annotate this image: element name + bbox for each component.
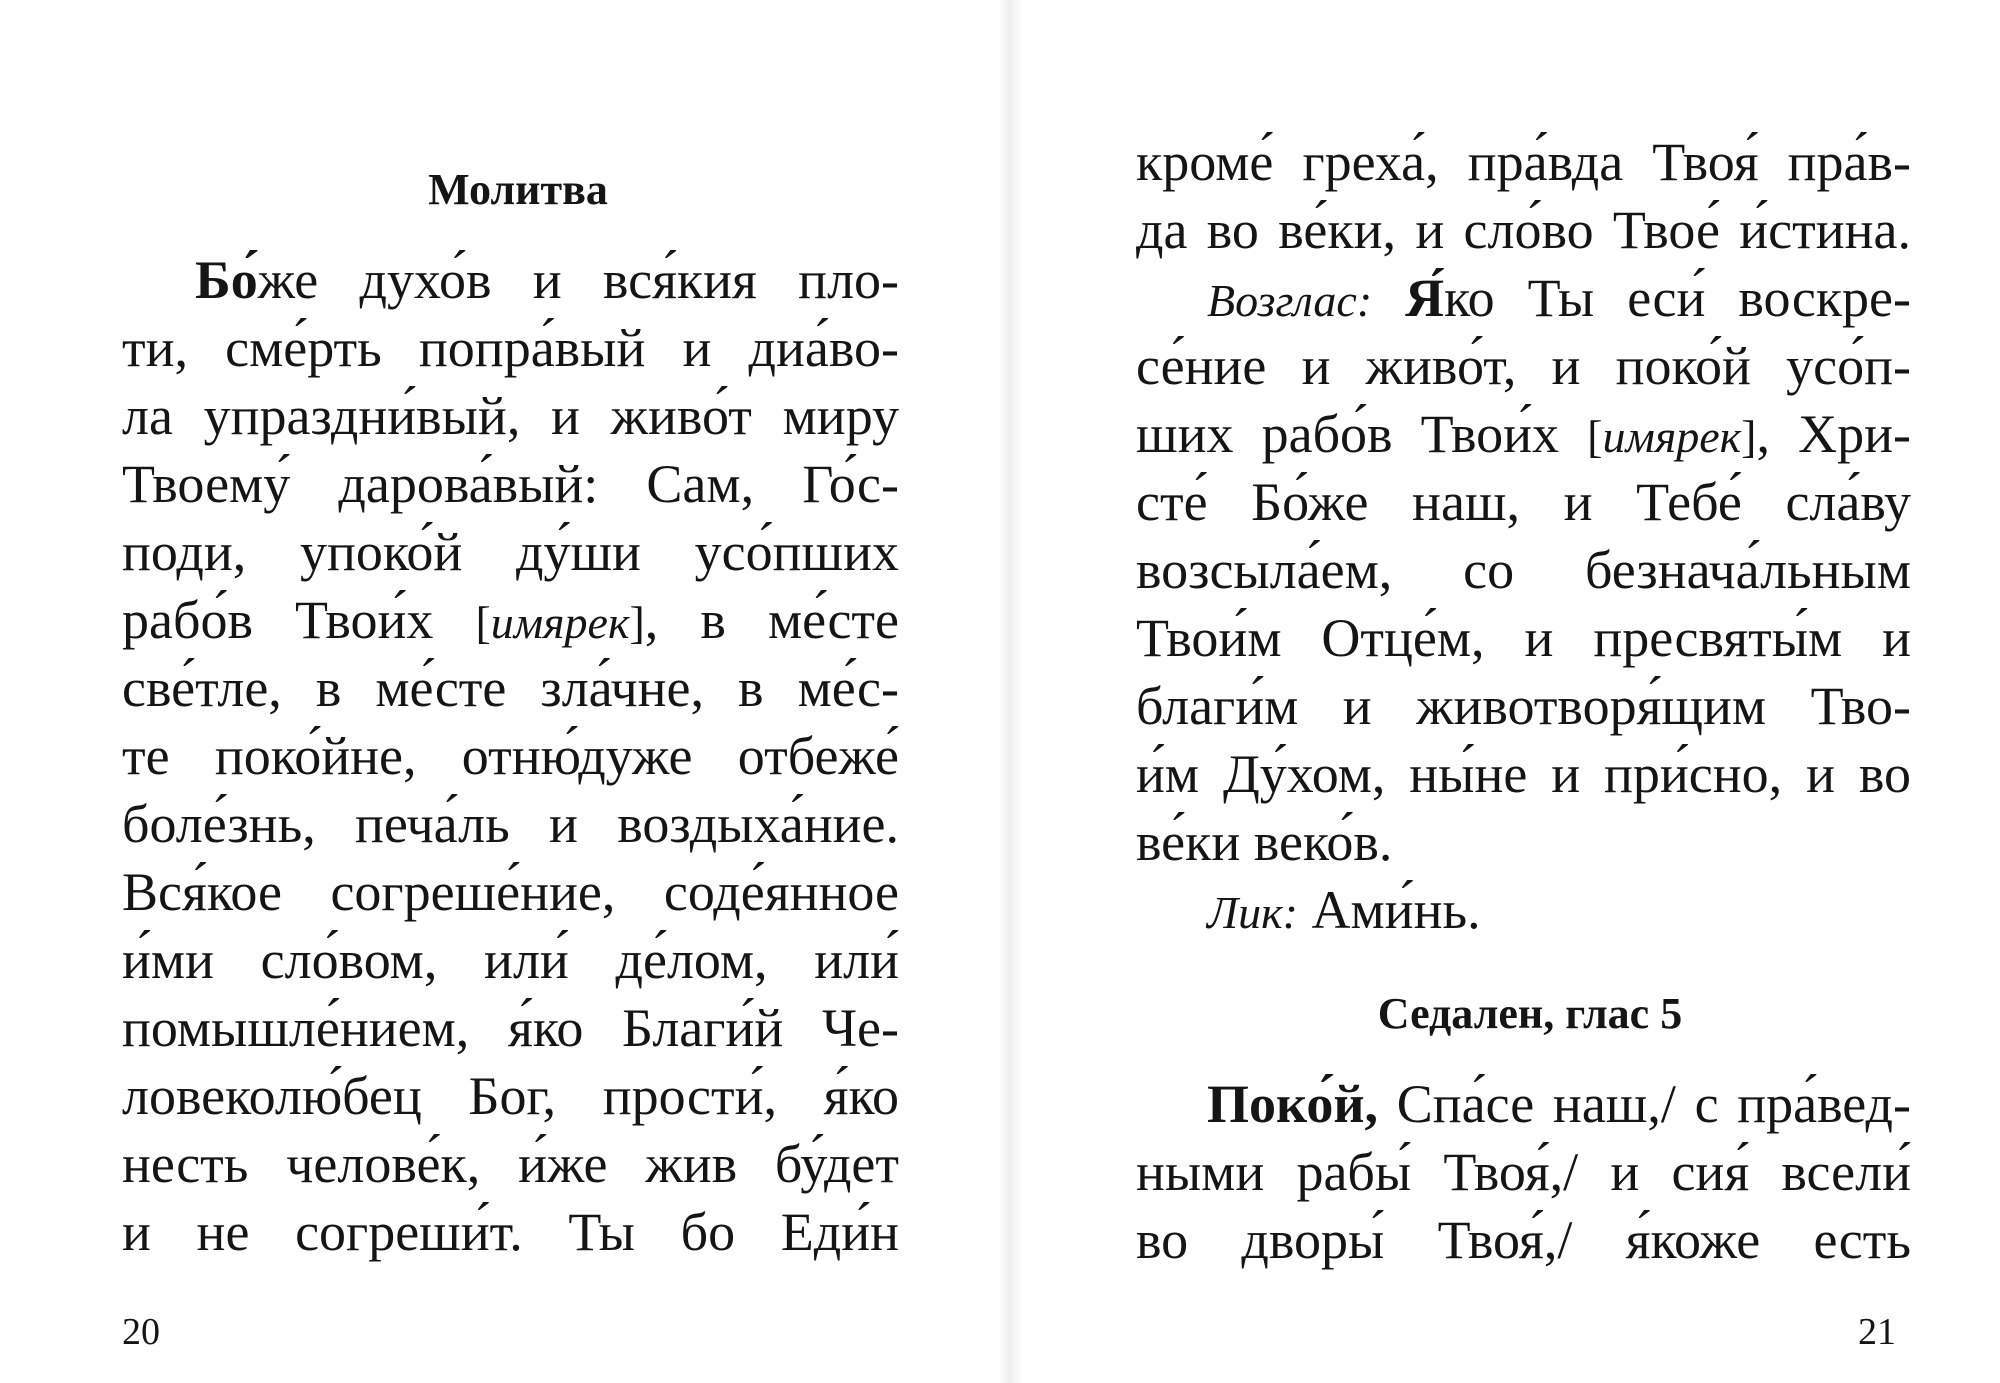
left-line-4: Твоему́ дарова́вый: Сам, Го́с- [122, 454, 899, 514]
right-line-10: и́м Ду́хом, ны́не и при́сно, и во [1136, 744, 1911, 804]
left-line-9: боле́знь, печа́ль и воздыха́ние. [122, 794, 899, 854]
left-line-2: ти, сме́рть попра́вый и диа́во- [122, 318, 899, 378]
right-line-b3: во дворы́ Твоя́,/ я́коже есть [1136, 1210, 1911, 1270]
right-line-11: ве́ки веко́в. [1136, 812, 1393, 872]
left-line-15: и не согреши́т. Ты бо Еди́н [122, 1202, 899, 1262]
left-line-14: несть челове́к, и́же жив бу́дет [122, 1134, 899, 1194]
left-line-12: помышле́нием, я́ко Благи́й Че- [122, 998, 899, 1058]
right-line-9: благи́м и животворя́щим Тво- [1136, 676, 1911, 736]
left-line-5: поди, упоко́й ду́ши усо́пших [122, 522, 899, 582]
left-line-8: те поко́йне, отню́дуже отбеже́ [122, 726, 899, 786]
book-gutter [998, 0, 1022, 1383]
left-line-11: и́ми сло́вом, или́ де́лом, или́ [122, 930, 899, 990]
name-placeholder: имярек [490, 597, 630, 648]
right-line-7: возсыла́ем, со безнача́льным [1136, 540, 1911, 600]
drop-word: Бо́ [195, 250, 258, 310]
right-line-2: да во ве́ки, и сло́во Твое́ и́стина. [1136, 200, 1911, 260]
right-line-8: Твои́м Отце́м, и пресвяты́м и [1136, 608, 1911, 668]
right-line-3: Возглас: Я́ко Ты еси́ воскре- [1207, 268, 1912, 328]
drop-word: Я́ [1405, 268, 1445, 328]
name-placeholder: имярек [1602, 411, 1742, 462]
left-line-3: ла упраздни́вый, и живо́т миру [122, 386, 899, 446]
left-line-13: ловеколю́бец Бог, прости́, я́ко [122, 1066, 899, 1126]
left-page-number: 20 [122, 1311, 160, 1353]
lik-line [1207, 876, 1481, 947]
left-heading: Молитва [428, 165, 608, 214]
vozglas-label: Возглас: [1207, 275, 1373, 326]
left-line-10: Вся́кое согреше́ние, соде́янное [122, 862, 899, 922]
right-line-1: кроме́ греха́, пра́вда Твоя́ пра́в- [1136, 132, 1911, 192]
right-line-4: се́ние и живо́т, и поко́й усо́п- [1136, 336, 1911, 396]
right-line-6: сте́ Бо́же наш, и Тебе́ сла́ву [1136, 472, 1911, 532]
left-line-1: Бо́же духо́в и вся́кия пло- [195, 250, 899, 310]
right-line-5: ших рабо́в Твои́х [имярек], Хри- [1136, 404, 1911, 464]
left-line-6: рабо́в Твои́х [имярек], в ме́сте [122, 590, 899, 650]
lik-label: Лик: [1207, 887, 1298, 938]
lik-text: Ами́нь. [1311, 880, 1481, 940]
right-page-number: 21 [1858, 1311, 1896, 1353]
left-line-7: све́тле, в ме́сте зла́чне, в ме́с- [122, 658, 899, 718]
right-heading: Седален, глас 5 [1377, 989, 1683, 1038]
drop-word: Поко́й, [1207, 1074, 1379, 1134]
right-line-b2: ными рабы́ Твоя́,/ и сия́ всели́ [1136, 1142, 1911, 1202]
right-line-b1: Поко́й, Спа́се наш,/ с пра́вед- [1207, 1074, 1911, 1134]
